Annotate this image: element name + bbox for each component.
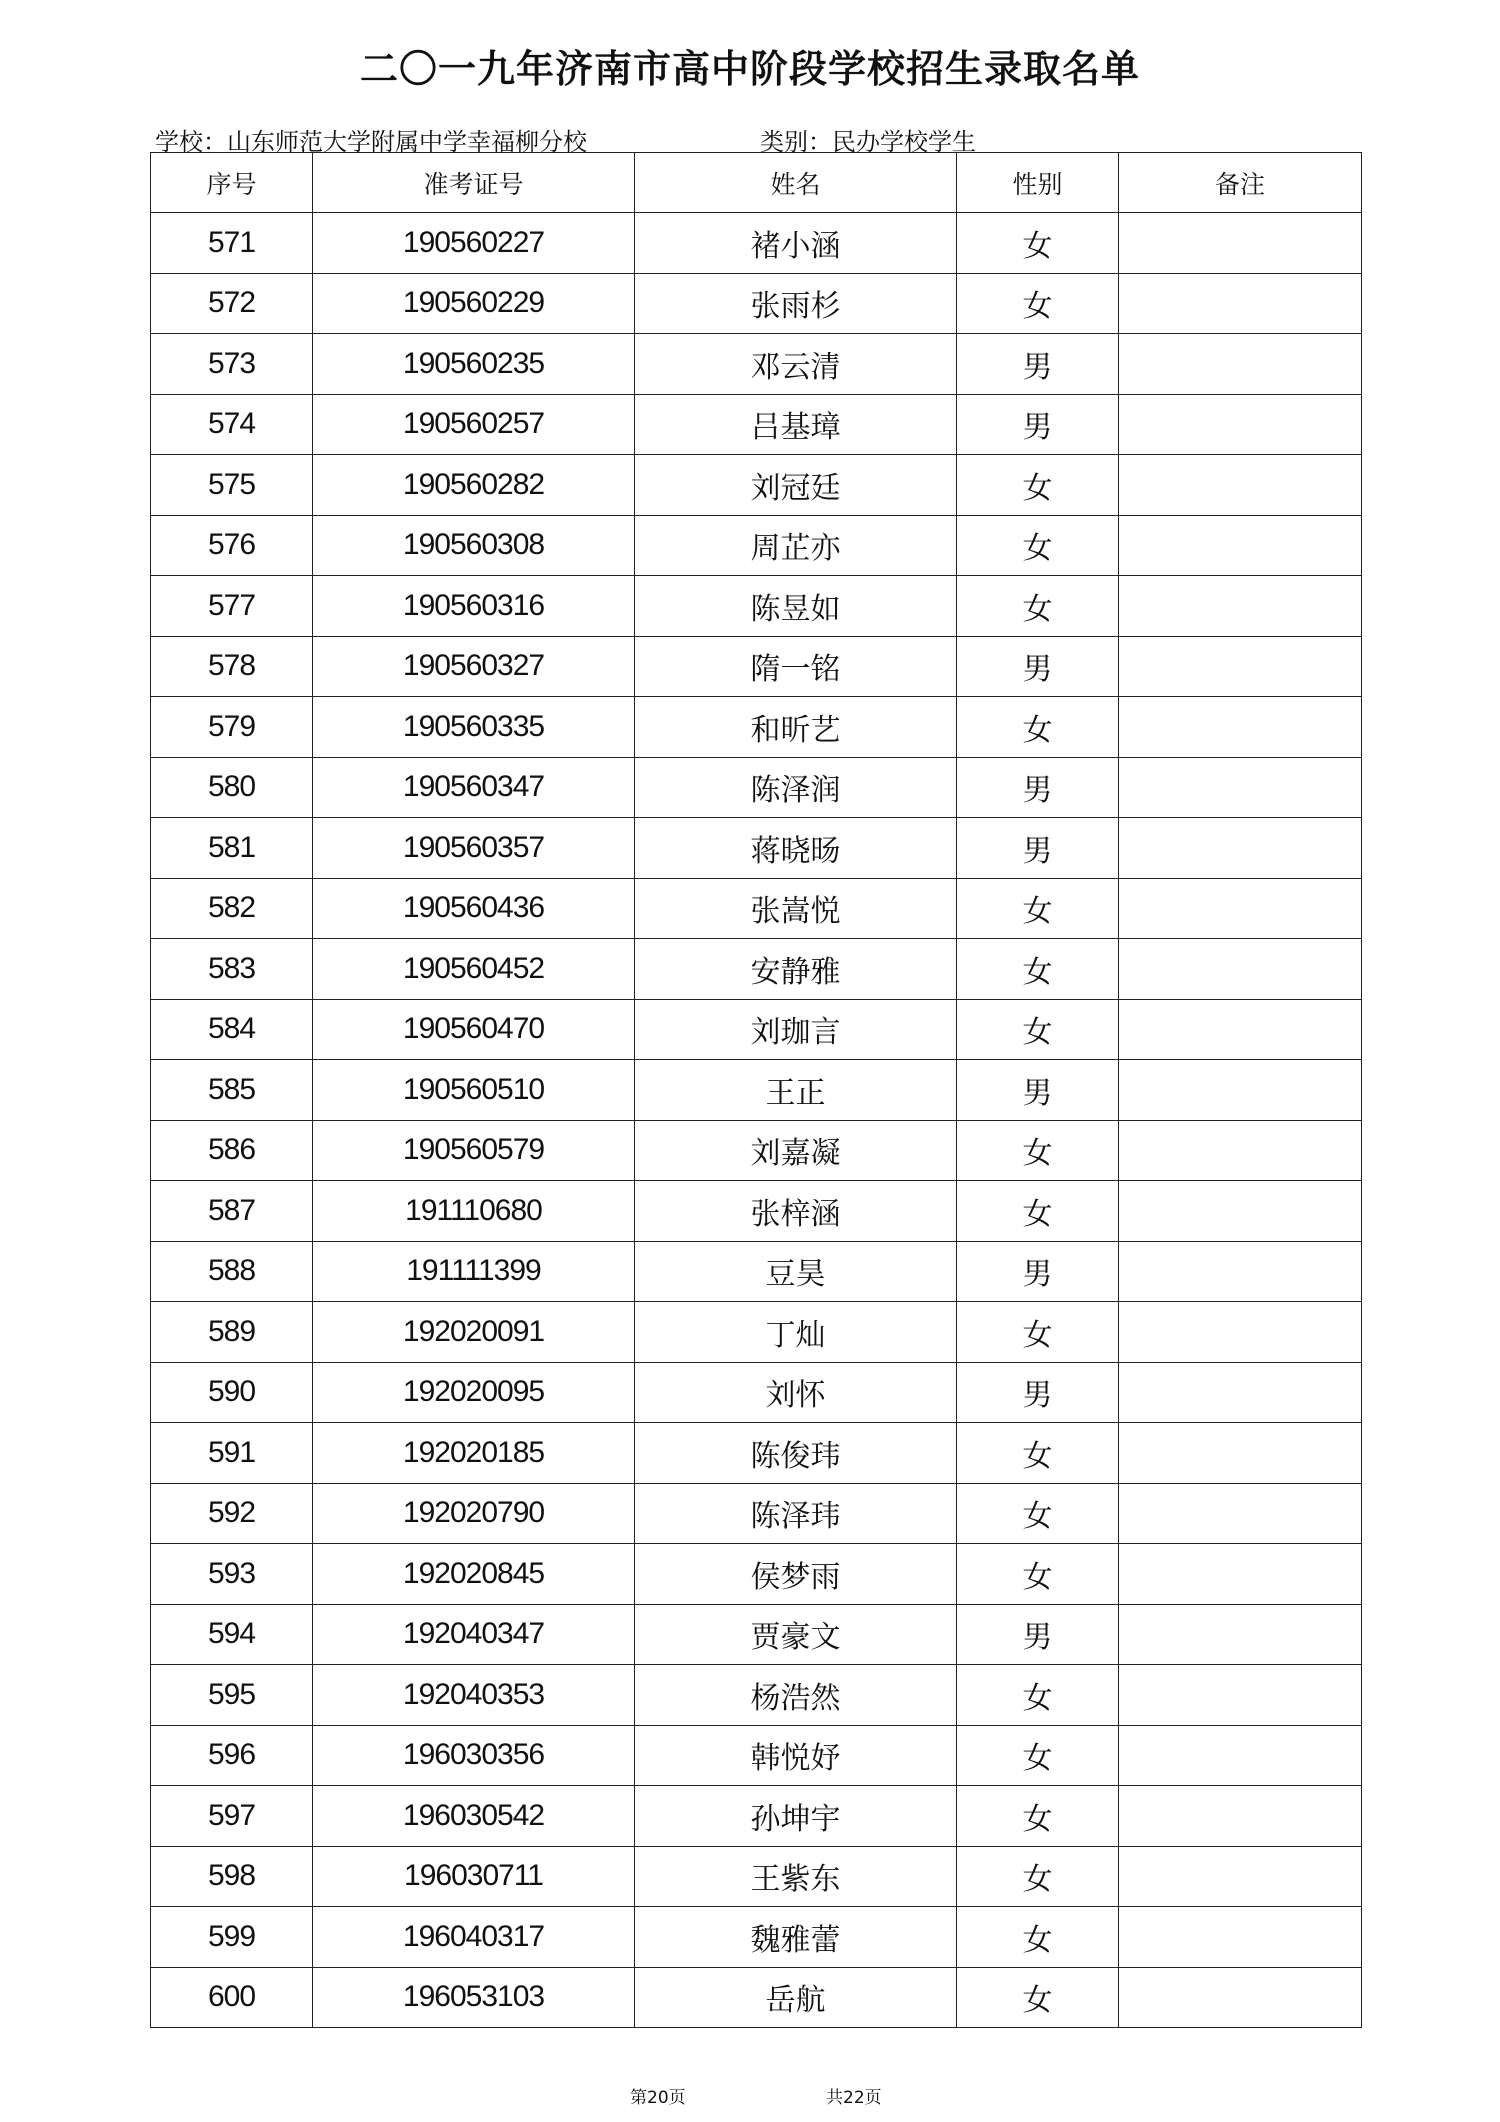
header-gender: 性别 — [957, 153, 1119, 213]
cell-serial: 573 — [151, 334, 313, 395]
cell-name: 豆昊 — [635, 1241, 957, 1302]
cell-serial: 576 — [151, 515, 313, 576]
table-row — [151, 1120, 1362, 1181]
cell-name: 陈俊玮 — [635, 1423, 957, 1484]
cell-serial: 600 — [151, 1967, 313, 2028]
cell-gender: 男 — [957, 1060, 1119, 1121]
cell-gender: 男 — [957, 394, 1119, 455]
table-row — [151, 1725, 1362, 1786]
admission-table — [150, 152, 1362, 2028]
cell-name: 蒋晓旸 — [635, 818, 957, 879]
cell-name: 邓云清 — [635, 334, 957, 395]
table-row — [151, 1907, 1362, 1968]
cell-name: 褚小涵 — [635, 213, 957, 274]
cell-remarks — [1119, 1060, 1362, 1121]
table-row — [151, 455, 1362, 516]
cell-name: 岳航 — [635, 1967, 957, 2028]
cell-remarks — [1119, 878, 1362, 939]
cell-exam-id: 190560327 — [313, 636, 635, 697]
cell-serial: 592 — [151, 1483, 313, 1544]
cell-exam-id: 192040347 — [313, 1604, 635, 1665]
cell-name: 张嵩悦 — [635, 878, 957, 939]
table-row — [151, 273, 1362, 334]
cell-remarks — [1119, 576, 1362, 637]
cell-serial: 572 — [151, 273, 313, 334]
cell-serial: 589 — [151, 1302, 313, 1363]
cell-remarks — [1119, 1362, 1362, 1423]
table-row — [151, 636, 1362, 697]
table-row — [151, 334, 1362, 395]
cell-serial: 597 — [151, 1786, 313, 1847]
cell-exam-id: 190560316 — [313, 576, 635, 637]
cell-exam-id: 190560227 — [313, 213, 635, 274]
table-row — [151, 697, 1362, 758]
cell-name: 王正 — [635, 1060, 957, 1121]
header-serial: 序号 — [151, 153, 313, 213]
table-row — [151, 1181, 1362, 1242]
cell-exam-id: 190560357 — [313, 818, 635, 879]
cell-serial: 599 — [151, 1907, 313, 1968]
cell-name: 侯梦雨 — [635, 1544, 957, 1605]
cell-remarks — [1119, 1423, 1362, 1484]
table-row — [151, 1302, 1362, 1363]
cell-serial: 586 — [151, 1120, 313, 1181]
cell-gender: 女 — [957, 878, 1119, 939]
cell-serial: 595 — [151, 1665, 313, 1726]
cell-gender: 女 — [957, 1483, 1119, 1544]
cell-remarks — [1119, 636, 1362, 697]
cell-remarks — [1119, 697, 1362, 758]
cell-remarks — [1119, 273, 1362, 334]
cell-exam-id: 190560335 — [313, 697, 635, 758]
cell-exam-id: 190560257 — [313, 394, 635, 455]
cell-exam-id: 190560308 — [313, 515, 635, 576]
cell-name: 张梓涵 — [635, 1181, 957, 1242]
cell-gender: 女 — [957, 697, 1119, 758]
cell-name: 杨浩然 — [635, 1665, 957, 1726]
cell-serial: 591 — [151, 1423, 313, 1484]
cell-gender: 男 — [957, 1362, 1119, 1423]
cell-remarks — [1119, 818, 1362, 879]
header-remarks: 备注 — [1119, 153, 1362, 213]
cell-serial: 583 — [151, 939, 313, 1000]
cell-serial: 580 — [151, 757, 313, 818]
cell-exam-id: 192020845 — [313, 1544, 635, 1605]
cell-exam-id: 190560579 — [313, 1120, 635, 1181]
cell-serial: 571 — [151, 213, 313, 274]
total-pages: 共22页 — [826, 2088, 882, 2108]
cell-exam-id: 196040317 — [313, 1907, 635, 1968]
cell-gender: 男 — [957, 334, 1119, 395]
cell-exam-id: 190560229 — [313, 273, 635, 334]
cell-name: 贾豪文 — [635, 1604, 957, 1665]
cell-gender: 女 — [957, 1967, 1119, 2028]
table-row — [151, 1665, 1362, 1726]
cell-serial: 581 — [151, 818, 313, 879]
cell-serial: 575 — [151, 455, 313, 516]
cell-exam-id: 190560347 — [313, 757, 635, 818]
cell-remarks — [1119, 1544, 1362, 1605]
header-exam-id: 准考证号 — [313, 153, 635, 213]
cell-gender: 女 — [957, 1544, 1119, 1605]
cell-exam-id: 190560282 — [313, 455, 635, 516]
cell-exam-id: 192040353 — [313, 1665, 635, 1726]
school-label: 学校：山东师范大学附属中学幸福柳分校 — [155, 128, 587, 156]
cell-serial: 574 — [151, 394, 313, 455]
cell-exam-id: 190560510 — [313, 1060, 635, 1121]
cell-serial: 587 — [151, 1181, 313, 1242]
cell-gender: 女 — [957, 1725, 1119, 1786]
cell-serial: 585 — [151, 1060, 313, 1121]
cell-gender: 女 — [957, 1907, 1119, 1968]
page-number: 第20页 — [630, 2088, 686, 2108]
cell-serial: 594 — [151, 1604, 313, 1665]
cell-name: 陈泽玮 — [635, 1483, 957, 1544]
table-row — [151, 213, 1362, 274]
cell-remarks — [1119, 455, 1362, 516]
cell-gender: 女 — [957, 576, 1119, 637]
cell-name: 孙坤宇 — [635, 1786, 957, 1847]
table-row — [151, 818, 1362, 879]
cell-name: 刘珈言 — [635, 999, 957, 1060]
cell-exam-id: 191111399 — [313, 1241, 635, 1302]
cell-name: 陈泽润 — [635, 757, 957, 818]
category-label: 类别：民办学校学生 — [760, 128, 976, 156]
table-row — [151, 394, 1362, 455]
cell-exam-id: 196030711 — [313, 1846, 635, 1907]
cell-remarks — [1119, 1846, 1362, 1907]
cell-gender: 男 — [957, 818, 1119, 879]
cell-exam-id: 192020185 — [313, 1423, 635, 1484]
cell-remarks — [1119, 213, 1362, 274]
table-header-row — [151, 153, 1362, 213]
table-row — [151, 1846, 1362, 1907]
cell-remarks — [1119, 1967, 1362, 2028]
cell-name: 魏雅蕾 — [635, 1907, 957, 1968]
cell-exam-id: 190560470 — [313, 999, 635, 1060]
cell-name: 安静雅 — [635, 939, 957, 1000]
cell-gender: 男 — [957, 636, 1119, 697]
table-row — [151, 1362, 1362, 1423]
cell-name: 隋一铭 — [635, 636, 957, 697]
cell-gender: 女 — [957, 1786, 1119, 1847]
cell-serial: 590 — [151, 1362, 313, 1423]
cell-name: 刘冠廷 — [635, 455, 957, 516]
cell-remarks — [1119, 1302, 1362, 1363]
cell-serial: 588 — [151, 1241, 313, 1302]
cell-name: 和昕艺 — [635, 697, 957, 758]
cell-gender: 女 — [957, 1302, 1119, 1363]
cell-name: 吕基璋 — [635, 394, 957, 455]
cell-remarks — [1119, 394, 1362, 455]
table-row — [151, 1423, 1362, 1484]
table-row — [151, 999, 1362, 1060]
table-row — [151, 878, 1362, 939]
cell-gender: 男 — [957, 1241, 1119, 1302]
cell-remarks — [1119, 1786, 1362, 1847]
cell-gender: 男 — [957, 757, 1119, 818]
cell-remarks — [1119, 1665, 1362, 1726]
table-row — [151, 1786, 1362, 1847]
cell-gender: 女 — [957, 455, 1119, 516]
table-row — [151, 1967, 1362, 2028]
table-row — [151, 1483, 1362, 1544]
table-row — [151, 1241, 1362, 1302]
table-row — [151, 1604, 1362, 1665]
cell-exam-id: 196053103 — [313, 1967, 635, 2028]
cell-serial: 579 — [151, 697, 313, 758]
cell-remarks — [1119, 515, 1362, 576]
cell-serial: 582 — [151, 878, 313, 939]
cell-remarks — [1119, 334, 1362, 395]
cell-exam-id: 190560235 — [313, 334, 635, 395]
page-title: 二〇一九年济南市高中阶段学校招生录取名单 — [359, 47, 1140, 91]
cell-serial: 584 — [151, 999, 313, 1060]
cell-remarks — [1119, 1725, 1362, 1786]
cell-name: 丁灿 — [635, 1302, 957, 1363]
cell-remarks — [1119, 999, 1362, 1060]
table-row — [151, 939, 1362, 1000]
table-row — [151, 757, 1362, 818]
cell-name: 刘嘉凝 — [635, 1120, 957, 1181]
cell-serial: 593 — [151, 1544, 313, 1605]
cell-remarks — [1119, 1604, 1362, 1665]
table-row — [151, 1060, 1362, 1121]
cell-gender: 女 — [957, 939, 1119, 1000]
cell-remarks — [1119, 1241, 1362, 1302]
cell-name: 韩悦妤 — [635, 1725, 957, 1786]
cell-serial: 578 — [151, 636, 313, 697]
table-row — [151, 515, 1362, 576]
cell-name: 刘怀 — [635, 1362, 957, 1423]
cell-gender: 女 — [957, 515, 1119, 576]
cell-remarks — [1119, 939, 1362, 1000]
cell-gender: 女 — [957, 1665, 1119, 1726]
header-name: 姓名 — [635, 153, 957, 213]
cell-exam-id: 192020790 — [313, 1483, 635, 1544]
cell-gender: 女 — [957, 1181, 1119, 1242]
table-row — [151, 576, 1362, 637]
cell-exam-id: 191110680 — [313, 1181, 635, 1242]
table-body — [151, 213, 1362, 2028]
cell-gender: 女 — [957, 273, 1119, 334]
cell-serial: 596 — [151, 1725, 313, 1786]
cell-gender: 女 — [957, 1423, 1119, 1484]
cell-exam-id: 190560436 — [313, 878, 635, 939]
cell-exam-id: 196030542 — [313, 1786, 635, 1847]
cell-gender: 女 — [957, 1846, 1119, 1907]
cell-remarks — [1119, 757, 1362, 818]
cell-remarks — [1119, 1181, 1362, 1242]
table-row — [151, 1544, 1362, 1605]
cell-remarks — [1119, 1907, 1362, 1968]
cell-exam-id: 196030356 — [313, 1725, 635, 1786]
cell-gender: 女 — [957, 1120, 1119, 1181]
cell-gender: 女 — [957, 213, 1119, 274]
cell-exam-id: 192020091 — [313, 1302, 635, 1363]
cell-exam-id: 192020095 — [313, 1362, 635, 1423]
cell-exam-id: 190560452 — [313, 939, 635, 1000]
cell-name: 张雨杉 — [635, 273, 957, 334]
cell-remarks — [1119, 1483, 1362, 1544]
cell-gender: 女 — [957, 999, 1119, 1060]
cell-remarks — [1119, 1120, 1362, 1181]
cell-name: 周芷亦 — [635, 515, 957, 576]
cell-gender: 男 — [957, 1604, 1119, 1665]
cell-serial: 598 — [151, 1846, 313, 1907]
cell-serial: 577 — [151, 576, 313, 637]
cell-name: 陈昱如 — [635, 576, 957, 637]
cell-name: 王紫东 — [635, 1846, 957, 1907]
